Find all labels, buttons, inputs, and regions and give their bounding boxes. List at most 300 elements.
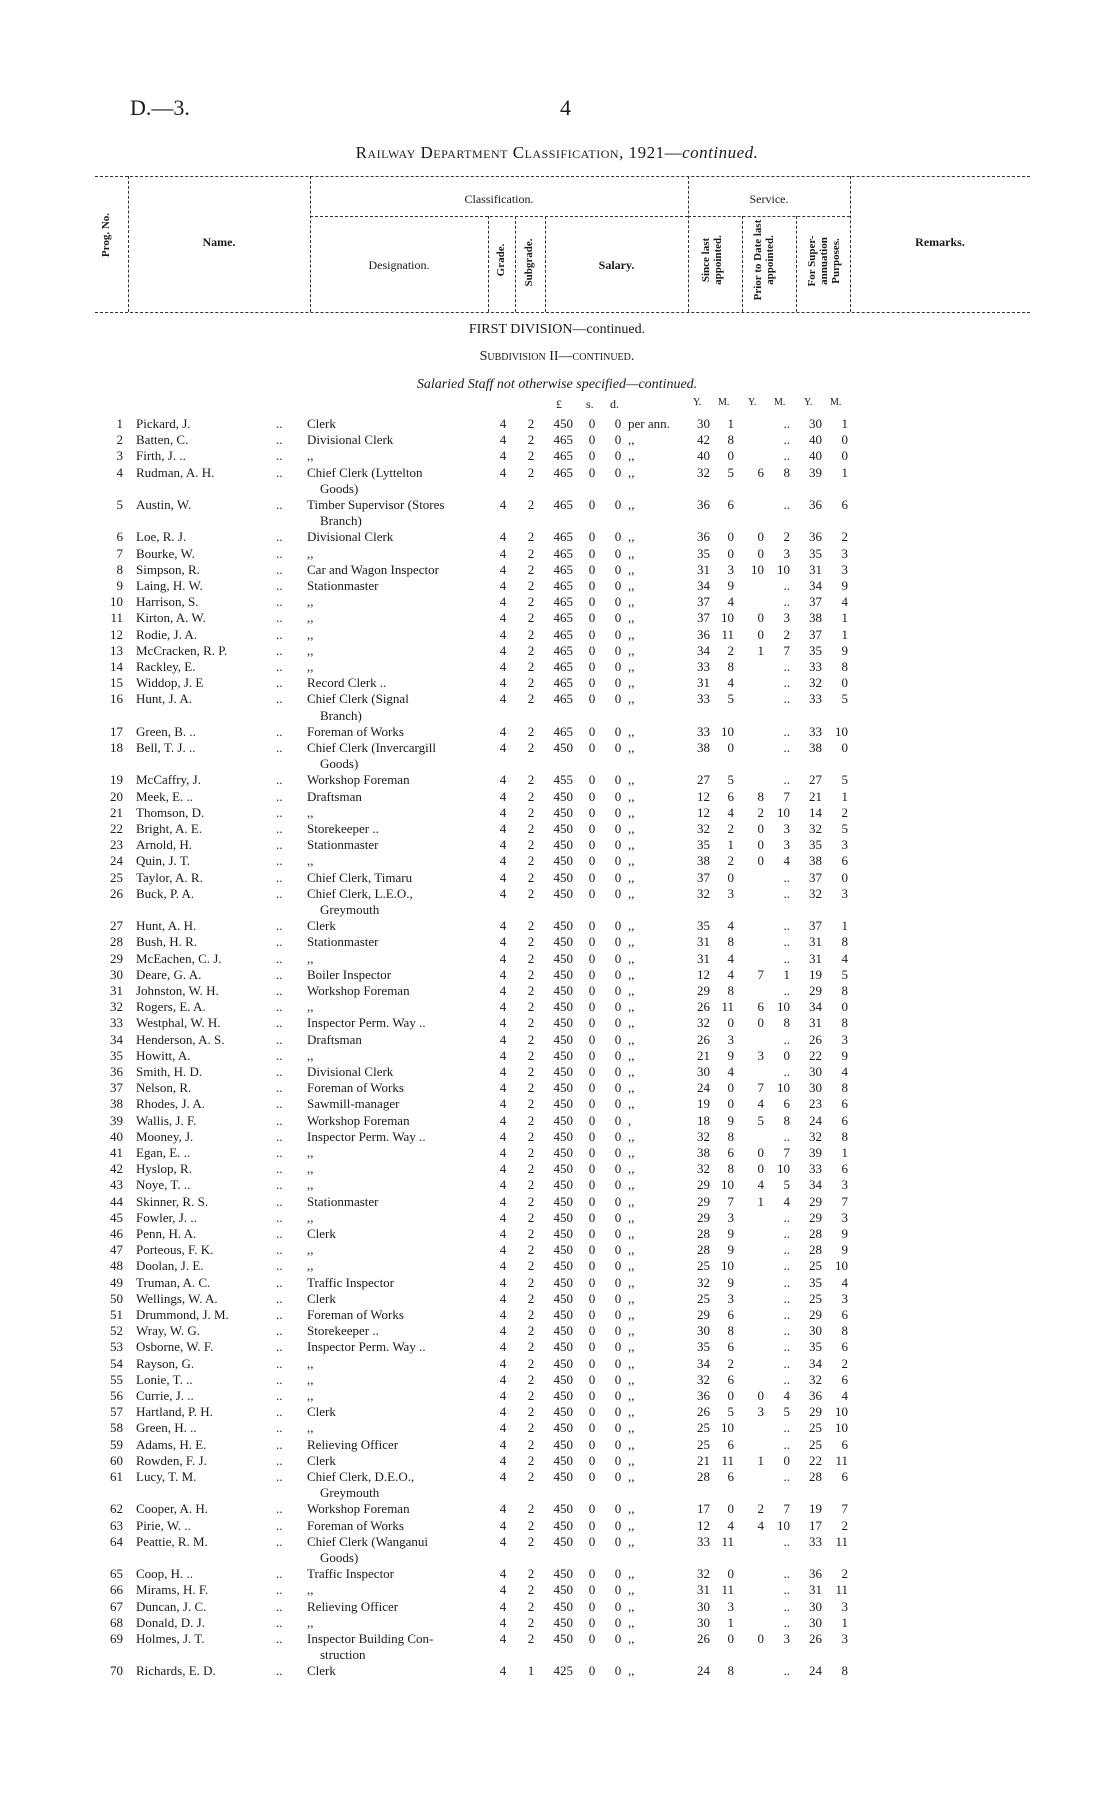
cell-d: 0 <box>614 934 622 950</box>
cell-name: Quin, J. T. <box>136 853 191 869</box>
leader-dots: .. <box>276 1533 283 1549</box>
cell-d: 0 <box>614 853 622 869</box>
cell-name: Penn, H. A. <box>136 1226 197 1241</box>
cell-d: 0 <box>614 1080 622 1096</box>
cell-y3: 30 <box>809 1598 822 1614</box>
cell-m3: 0 <box>841 448 848 464</box>
cell-s: 0 <box>588 561 596 577</box>
cell-no: 33 <box>110 1015 123 1031</box>
cell-per: ,, <box>628 918 635 934</box>
cell-name: Austin, W. <box>136 497 192 512</box>
cell-m1: 2 <box>727 821 734 836</box>
divider <box>742 216 743 312</box>
cell-g: 4 <box>499 869 507 885</box>
cell-name: Howitt, A. <box>136 1047 191 1063</box>
cell-per: ,, <box>628 1242 635 1258</box>
cell-m2: .. <box>783 1582 790 1598</box>
cell-m1: 8 <box>727 659 734 674</box>
cell-per: ,, <box>628 966 635 982</box>
cell-name: Bush, H. R. <box>136 934 198 950</box>
cell-designation: ,, <box>307 448 314 464</box>
leader-dots: .. <box>276 804 283 820</box>
cell-sal: 450 <box>553 1258 573 1274</box>
cell-sg: 2 <box>527 1031 535 1047</box>
cell-y1: 37 <box>697 869 710 885</box>
cell-m3: 1 <box>841 610 848 626</box>
cell-m2: 4 <box>783 853 790 869</box>
cell-no: 18 <box>110 740 123 755</box>
leader-dots: .. <box>276 966 283 982</box>
cell-no: 9 <box>116 578 123 593</box>
cell-name: Mooney, J. <box>136 1128 194 1144</box>
leader-dots: .. <box>276 772 283 788</box>
leader-dots: .. <box>276 788 283 804</box>
cell-m2: .. <box>783 1258 790 1274</box>
cell-sg: 2 <box>527 1436 535 1452</box>
cell-d: 0 <box>614 1209 622 1225</box>
cell-sg: 2 <box>527 659 535 674</box>
cell-per: ,, <box>628 1226 635 1241</box>
cell-per: ,, <box>628 788 635 804</box>
cell-m3: 1 <box>841 464 848 480</box>
leader-dots: .. <box>276 1388 283 1403</box>
cell-d: 0 <box>614 983 622 998</box>
cell-sg: 2 <box>527 1533 535 1549</box>
cell-per: ,, <box>628 642 635 658</box>
cell-y1: 19 <box>697 1096 710 1112</box>
unit-y3: Y. <box>804 397 813 408</box>
cell-d: 0 <box>614 1290 622 1306</box>
cell-y2: 8 <box>757 788 764 804</box>
divider <box>310 216 688 217</box>
cell-d: 0 <box>614 1128 622 1144</box>
cell-m1: 5 <box>727 691 734 707</box>
cell-designation: ,, <box>307 1371 314 1387</box>
col-subgrade: Subgrade. <box>523 238 535 287</box>
cell-y1: 28 <box>697 1242 710 1258</box>
cell-sal: 450 <box>553 788 573 804</box>
subdivision-heading <box>0 349 1114 365</box>
cell-m2: 3 <box>783 545 790 561</box>
cell-d: 0 <box>614 1112 622 1128</box>
cell-m1: 11 <box>721 1452 734 1468</box>
cell-sg: 2 <box>527 772 535 788</box>
cell-m1: 10 <box>721 723 734 739</box>
leader-dots: .. <box>276 1031 283 1047</box>
cell-m1: 6 <box>727 1339 734 1355</box>
cell-m1: 11 <box>721 626 734 642</box>
cell-sal: 450 <box>553 804 573 820</box>
leader-dots: .. <box>276 1080 283 1096</box>
leader-dots: .. <box>276 1420 283 1436</box>
leader-dots: .. <box>276 1355 283 1371</box>
cell-designation: Relieving Officer <box>307 1598 399 1614</box>
cell-y3: 34 <box>809 1177 822 1193</box>
cell-g: 4 <box>499 1274 507 1290</box>
cell-per: ,, <box>628 1517 635 1533</box>
cell-y1: 35 <box>697 1339 710 1355</box>
leader-dots: .. <box>276 1258 283 1274</box>
cell-m2: .. <box>783 1128 790 1144</box>
leader-dots: .. <box>276 853 283 869</box>
cell-m2: .. <box>783 1064 790 1079</box>
cell-d: 0 <box>614 1339 622 1355</box>
cell-m2: .. <box>783 448 790 464</box>
cell-y2: 4 <box>757 1517 764 1533</box>
cell-m3: 5 <box>841 821 848 836</box>
cell-name: Wray, W. G. <box>136 1323 200 1339</box>
cell-sg: 2 <box>527 804 535 820</box>
cell-no: 19 <box>110 772 123 788</box>
cell-per: ,, <box>628 869 635 885</box>
leader-dots: .. <box>276 1598 283 1614</box>
cell-m1: 5 <box>727 464 734 480</box>
cell-y3: 19 <box>809 966 822 982</box>
cell-y3: 24 <box>809 1112 822 1128</box>
cell-y1: 31 <box>697 561 710 577</box>
cell-y1: 12 <box>697 966 710 982</box>
cell-m2: 6 <box>783 1096 790 1112</box>
cell-s: 0 <box>588 1128 596 1144</box>
cell-m1: 2 <box>727 1355 734 1371</box>
cell-sal: 450 <box>553 1323 573 1339</box>
cell-m2: .. <box>783 1274 790 1290</box>
cell-g: 4 <box>499 821 507 836</box>
cell-d: 0 <box>614 1566 622 1582</box>
cell-designation: ,, <box>307 950 314 966</box>
cell-per: ,, <box>628 691 635 707</box>
cell-s: 0 <box>588 1226 596 1241</box>
cell-name: Wallis, J. F. <box>136 1112 197 1128</box>
cell-designation: Clerk <box>307 1452 336 1468</box>
cell-sal: 465 <box>553 578 573 593</box>
leader-dots: .. <box>276 1371 283 1387</box>
cell-y1: 34 <box>697 1355 710 1371</box>
unit-y2: Y. <box>748 397 757 408</box>
cell-sg: 2 <box>527 1128 535 1144</box>
cell-designation: Goods) <box>320 480 359 496</box>
cell-name: McCracken, R. P. <box>136 642 228 658</box>
cell-y2: 1 <box>757 642 764 658</box>
cell-name: Duncan, J. C. <box>136 1598 207 1614</box>
cell-sg: 2 <box>527 1339 535 1355</box>
cell-m1: 10 <box>721 1258 734 1274</box>
cell-y3: 33 <box>809 1161 822 1177</box>
cell-y3: 39 <box>809 1145 822 1160</box>
cell-s: 0 <box>588 1112 596 1128</box>
cell-designation: Sawmill-manager <box>307 1096 400 1112</box>
cell-g: 4 <box>499 1290 507 1306</box>
cell-m3: 3 <box>841 1209 848 1225</box>
cell-y1: 26 <box>697 999 710 1015</box>
leader-dots: .. <box>276 1128 283 1144</box>
cell-m3: 9 <box>841 578 848 593</box>
cell-name: Holmes, J. T. <box>136 1631 205 1646</box>
cell-m1: 10 <box>721 1177 734 1193</box>
cell-sg: 2 <box>527 983 535 998</box>
cell-m3: 3 <box>841 1290 848 1306</box>
cell-y3: 33 <box>809 691 822 707</box>
cell-s: 0 <box>588 1420 596 1436</box>
cell-s: 0 <box>588 1371 596 1387</box>
cell-g: 4 <box>499 1436 507 1452</box>
cell-m2: .. <box>783 1371 790 1387</box>
cell-g: 4 <box>499 1533 507 1549</box>
cell-y3: 32 <box>809 1128 822 1144</box>
cell-per: ,, <box>628 561 635 577</box>
cell-designation: Divisional Clerk <box>307 1064 394 1079</box>
cell-s: 0 <box>588 594 596 610</box>
cell-m2: 2 <box>783 529 790 545</box>
leader-dots: .. <box>276 1274 283 1290</box>
cell-name: Bourke, W. <box>136 545 195 561</box>
cell-m3: 1 <box>841 788 848 804</box>
cell-m2: 8 <box>783 1015 790 1031</box>
cell-y3: 33 <box>809 723 822 739</box>
cell-m2: .. <box>783 1420 790 1436</box>
cell-y2: 7 <box>757 966 764 982</box>
cell-y3: 35 <box>809 1274 822 1290</box>
cell-per: ,, <box>628 1290 635 1306</box>
cell-y3: 22 <box>809 1452 822 1468</box>
cell-s: 0 <box>588 1193 596 1209</box>
cell-g: 4 <box>499 1242 507 1258</box>
cell-sg: 2 <box>527 999 535 1015</box>
cell-y1: 33 <box>697 723 710 739</box>
leader-dots: .. <box>276 545 283 561</box>
cell-s: 0 <box>588 821 596 836</box>
cell-s: 0 <box>588 659 596 674</box>
cell-designation: ,, <box>307 659 314 674</box>
cell-m1: 4 <box>727 1064 734 1079</box>
cell-no: 4 <box>116 464 123 480</box>
cell-m2: 3 <box>783 610 790 626</box>
cell-m3: 6 <box>841 853 848 869</box>
cell-g: 4 <box>499 1209 507 1225</box>
cell-name: Currie, J. .. <box>136 1388 194 1403</box>
cell-y2: 10 <box>751 561 764 577</box>
cell-y1: 29 <box>697 1307 710 1322</box>
cell-g: 4 <box>499 432 507 448</box>
leader-dots: .. <box>276 626 283 642</box>
cell-m3: 6 <box>841 1436 848 1452</box>
leader-dots: .. <box>276 561 283 577</box>
cell-m1: 0 <box>727 1631 734 1646</box>
cell-y3: 35 <box>809 837 822 853</box>
cell-m1: 10 <box>721 610 734 626</box>
cell-sg: 2 <box>527 918 535 934</box>
cell-designation: Chief Clerk (Signal <box>307 691 409 707</box>
cell-designation: Inspector Perm. Way .. <box>307 1128 426 1144</box>
cell-m2: .. <box>783 1355 790 1371</box>
cell-sg: 2 <box>527 610 535 626</box>
cell-m3: 5 <box>841 966 848 982</box>
cell-y3: 26 <box>809 1631 822 1646</box>
cell-per: ,, <box>628 659 635 674</box>
cell-designation: ,, <box>307 804 314 820</box>
cell-no: 1 <box>116 416 123 431</box>
cell-g: 4 <box>499 626 507 642</box>
cell-sg: 2 <box>527 885 535 901</box>
cell-sal: 450 <box>553 1193 573 1209</box>
cell-sal: 450 <box>553 1047 573 1063</box>
cell-no: 59 <box>110 1436 123 1452</box>
cell-designation: ,, <box>307 1420 314 1436</box>
cell-m3: 2 <box>841 1566 848 1582</box>
cell-sg: 2 <box>527 1355 535 1371</box>
cell-d: 0 <box>614 1015 622 1031</box>
cell-m1: 3 <box>727 1031 734 1047</box>
cell-name: Laing, H. W. <box>136 578 203 593</box>
cell-m1: 0 <box>727 529 734 545</box>
cell-m3: 8 <box>841 983 848 998</box>
cell-no: 23 <box>110 837 123 853</box>
cell-s: 0 <box>588 1258 596 1274</box>
cell-g: 4 <box>499 1598 507 1614</box>
cell-m2: .. <box>783 950 790 966</box>
cell-y1: 37 <box>697 594 710 610</box>
cell-m3: 3 <box>841 545 848 561</box>
cell-y3: 21 <box>809 788 822 804</box>
cell-y2: 0 <box>757 1145 764 1160</box>
cell-g: 4 <box>499 723 507 739</box>
cell-g: 4 <box>499 1388 507 1403</box>
cell-g: 4 <box>499 1096 507 1112</box>
cell-designation: Draftsman <box>307 788 362 804</box>
cell-per: ,, <box>628 740 635 755</box>
cell-y1: 32 <box>697 821 710 836</box>
cell-y3: 26 <box>809 1031 822 1047</box>
cell-s: 0 <box>588 626 596 642</box>
cell-designation: Clerk <box>307 1290 336 1306</box>
cell-y3: 40 <box>809 432 822 448</box>
cell-m1: 6 <box>727 1145 734 1160</box>
cell-g: 4 <box>499 1064 507 1079</box>
cell-d: 0 <box>614 561 622 577</box>
cell-sg: 2 <box>527 1420 535 1436</box>
cell-m3: 4 <box>841 1274 848 1290</box>
cell-d: 0 <box>614 1436 622 1452</box>
cell-sg: 2 <box>527 1371 535 1387</box>
leader-dots: .. <box>276 723 283 739</box>
cell-sg: 2 <box>527 1614 535 1630</box>
cell-m2: .. <box>783 1307 790 1322</box>
cell-y3: 32 <box>809 821 822 836</box>
cell-sal: 450 <box>553 1209 573 1225</box>
cell-y3: 37 <box>809 918 822 934</box>
cell-m3: 8 <box>841 1015 848 1031</box>
cell-d: 0 <box>614 529 622 545</box>
cell-s: 0 <box>588 1145 596 1160</box>
leader-dots: .. <box>276 934 283 950</box>
cell-name: Skinner, R. S. <box>136 1193 209 1209</box>
cell-m3: 4 <box>841 1388 848 1403</box>
cell-per: ,, <box>628 983 635 998</box>
cell-m2: .. <box>783 1533 790 1549</box>
cell-y1: 30 <box>697 1614 710 1630</box>
cell-name: Mirams, H. F. <box>136 1582 209 1598</box>
cell-d: 0 <box>614 1371 622 1387</box>
leader-dots: .. <box>276 464 283 480</box>
cell-sg: 2 <box>527 1274 535 1290</box>
cell-no: 31 <box>110 983 123 998</box>
cell-y1: 30 <box>697 1064 710 1079</box>
cell-d: 0 <box>614 885 622 901</box>
cell-m1: 4 <box>727 1517 734 1533</box>
cell-m3: 8 <box>841 659 848 674</box>
cell-s: 0 <box>588 497 596 512</box>
cell-m2: .. <box>783 740 790 755</box>
cell-sg: 2 <box>527 1404 535 1420</box>
cell-per: ,, <box>628 545 635 561</box>
col-name: Name. <box>202 235 236 249</box>
cell-g: 4 <box>499 1128 507 1144</box>
cell-m3: 6 <box>841 1469 848 1484</box>
cell-s: 0 <box>588 432 596 448</box>
cell-designation: ,, <box>307 610 314 626</box>
leader-dots: .. <box>276 1501 283 1517</box>
cell-y1: 25 <box>697 1290 710 1306</box>
cell-m1: 3 <box>727 1598 734 1614</box>
cell-s: 0 <box>588 1339 596 1355</box>
cell-m2: 5 <box>783 1404 790 1420</box>
cell-m3: 2 <box>841 804 848 820</box>
cell-name: Harrison, S. <box>136 594 199 610</box>
cell-name: Bright, A. E. <box>136 821 203 836</box>
cell-d: 0 <box>614 1388 622 1403</box>
cell-y2: 0 <box>757 610 764 626</box>
cell-sal: 450 <box>553 885 573 901</box>
cell-m1: 6 <box>727 1307 734 1322</box>
cell-sal: 450 <box>553 1533 573 1549</box>
cell-g: 4 <box>499 1371 507 1387</box>
cell-no: 26 <box>110 885 123 901</box>
cell-s: 0 <box>588 723 596 739</box>
cell-m2: .. <box>783 1209 790 1225</box>
leader-dots: .. <box>276 675 283 691</box>
cell-s: 0 <box>588 1533 596 1549</box>
cell-y3: 35 <box>809 545 822 561</box>
cell-m2: 8 <box>783 464 790 480</box>
cell-y1: 32 <box>697 464 710 480</box>
cell-s: 0 <box>588 983 596 998</box>
cell-sal: 450 <box>553 1145 573 1160</box>
cell-per: ,, <box>628 1469 635 1484</box>
cell-s: 0 <box>588 1469 596 1484</box>
cell-y1: 31 <box>697 1582 710 1598</box>
cell-name: Meek, E. .. <box>136 788 194 804</box>
cell-name: Westphal, W. H. <box>136 1015 221 1031</box>
cell-d: 0 <box>614 1096 622 1112</box>
cell-m2: 4 <box>783 1193 790 1209</box>
cell-sg: 2 <box>527 432 535 448</box>
cell-y2: 0 <box>757 1631 764 1646</box>
cell-m3: 8 <box>841 934 848 950</box>
leader-dots: .. <box>276 1469 283 1484</box>
cell-sg: 2 <box>527 1080 535 1096</box>
cell-sal: 450 <box>553 1566 573 1582</box>
cell-per: ,, <box>628 1258 635 1274</box>
cell-g: 4 <box>499 853 507 869</box>
col-salary: Salary. <box>598 258 635 272</box>
cell-m3: 6 <box>841 1371 848 1387</box>
cell-s: 0 <box>588 1566 596 1582</box>
cell-m1: 6 <box>727 1371 734 1387</box>
cell-designation: Chief Clerk (Invercargill <box>307 740 436 755</box>
cell-per: ,, <box>628 1193 635 1209</box>
cell-m3: 0 <box>841 675 848 691</box>
cell-y1: 28 <box>697 1226 710 1241</box>
